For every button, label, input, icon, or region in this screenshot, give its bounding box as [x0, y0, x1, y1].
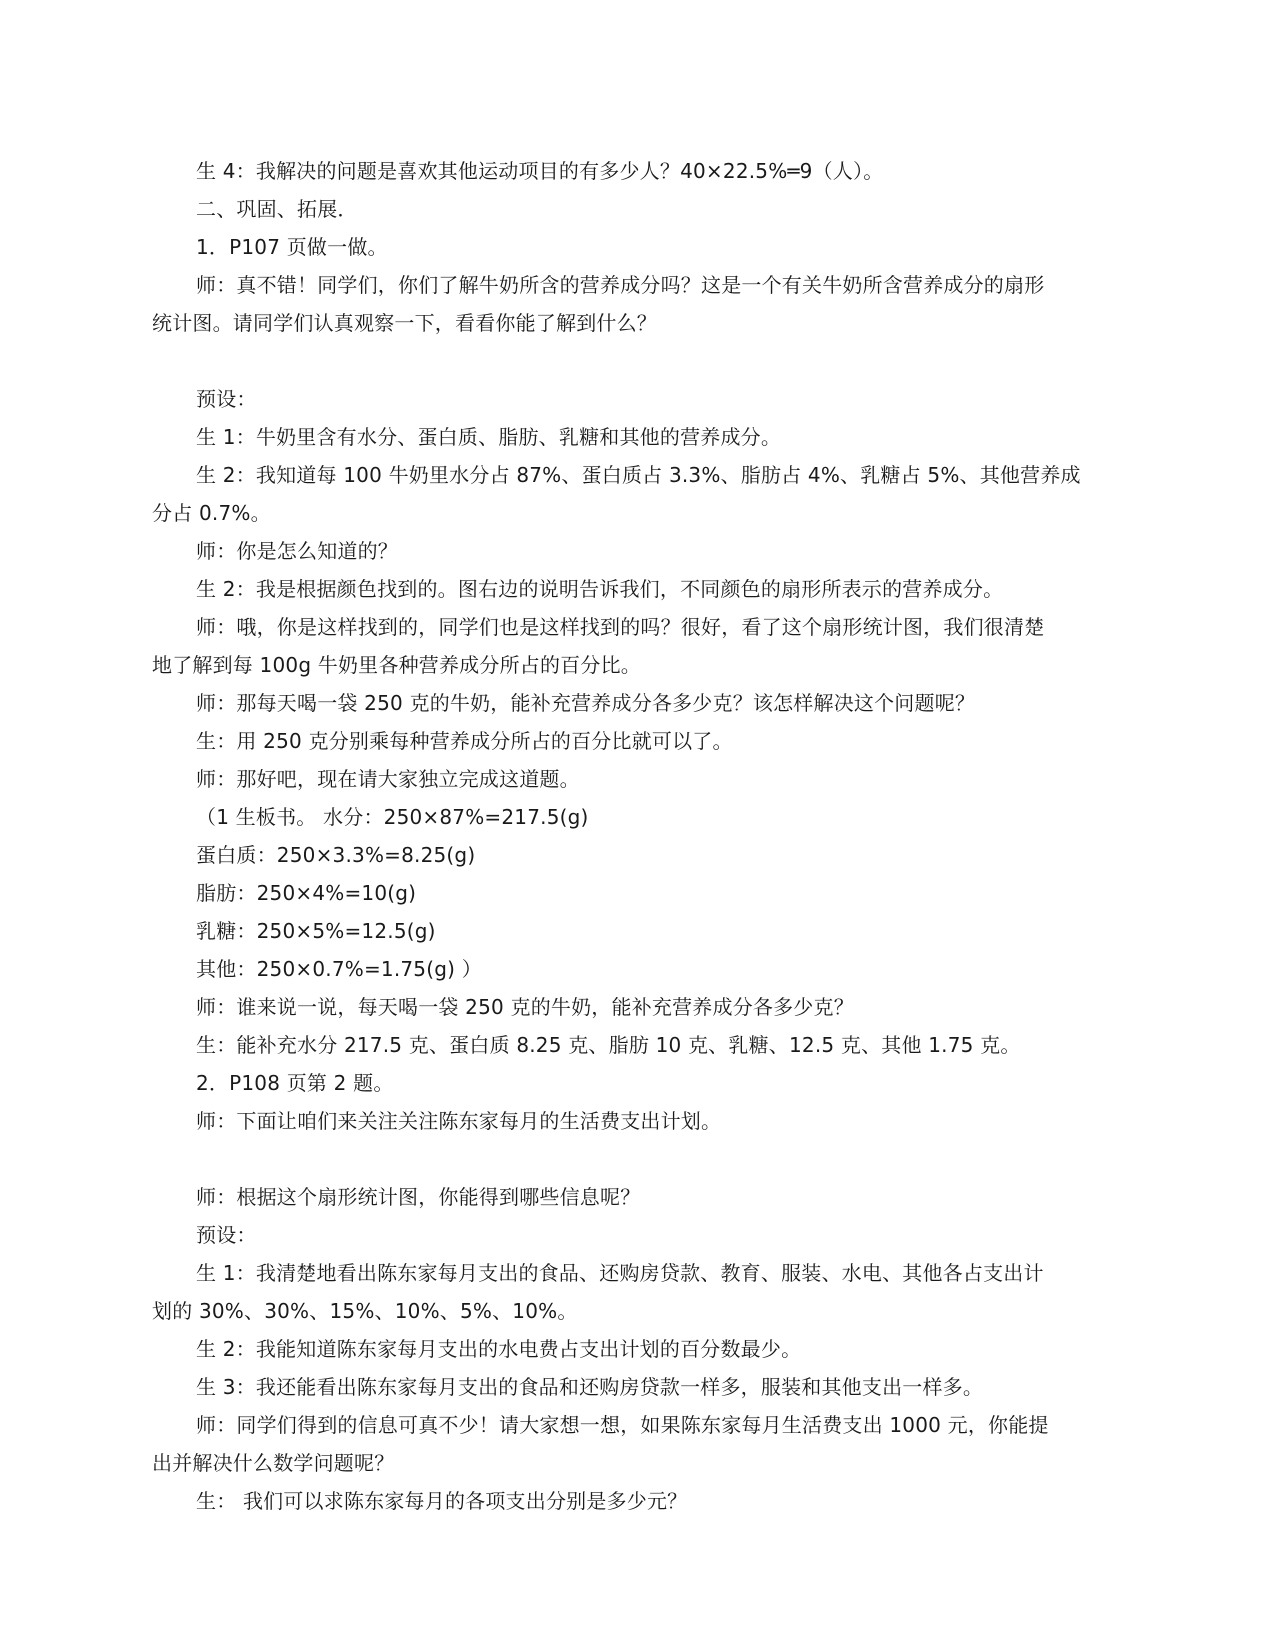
text-line: 师：下面让咱们来关注关注陈东家每月的生活费支出计划。	[196, 1109, 722, 1133]
text-line: 2．P108 页第 2 题。	[196, 1071, 394, 1095]
text-line: 生 4：我解决的问题是喜欢其他运动项目的有多少人？40×22.5%═9（人）。	[196, 159, 884, 183]
text-line: 生 3：我还能看出陈东家每月支出的食品和还购房贷款一样多，服装和其他支出一样多。	[196, 1375, 984, 1399]
text-line: （1 生板书。 水分：250×87%=217.5(g)	[196, 805, 589, 829]
text-line: 生 2：我知道每 100 牛奶里水分占 87%、蛋白质占 3.3%、脂肪占 4%、乳糖占 5%、其他营养成	[196, 463, 1081, 487]
text-line: 师：真不错！同学们，你们了解牛奶所含的营养成分吗？这是一个有关牛奶所含营养成分的扇形	[196, 273, 1045, 297]
text-line: 生：用 250 克分别乘每种营养成分所占的百分比就可以了。	[196, 729, 733, 753]
text-line: 师：那每天喝一袋 250 克的牛奶，能补充营养成分各多少克？该怎样解决这个问题呢？	[196, 691, 976, 715]
text-line: 预设：	[196, 1223, 257, 1247]
text-line: 师：谁来说一说，每天喝一袋 250 克的牛奶，能补充营养成分各多少克？	[196, 995, 854, 1019]
text-line: 出并解决什么数学问题呢？	[152, 1451, 395, 1475]
text-line: 生 2：我能知道陈东家每月支出的水电费占支出计划的百分数最少。	[196, 1337, 802, 1361]
document-body	[152, 152, 1117, 1520]
text-line: 其他：250×0.7%=1.75(g) ）	[196, 957, 482, 981]
text-line: 地了解到每 100g 牛奶里各种营养成分所占的百分比。	[152, 653, 641, 677]
text-line: 师：根据这个扇形统计图，你能得到哪些信息呢？	[196, 1185, 641, 1209]
text-line: 生 1：我清楚地看出陈东家每月支出的食品、还购房贷款、教育、服装、水电、其他各占支出计	[196, 1261, 1044, 1285]
text-line: 分占 0.7%。	[152, 501, 271, 525]
text-line: 生 2：我是根据颜色找到的。图右边的说明告诉我们，不同颜色的扇形所表示的营养成分。	[196, 577, 1004, 601]
text-line: 划的 30%、30%、15%、10%、5%、10%。	[152, 1299, 578, 1323]
text-line: 生： 我们可以求陈东家每月的各项支出分别是多少元？	[196, 1489, 688, 1513]
text-line: 师：同学们得到的信息可真不少！请大家想一想，如果陈东家每月生活费支出 1000 元，你能提	[196, 1413, 1049, 1437]
text-line: 统计图。请同学们认真观察一下，看看你能了解到什么？	[152, 311, 657, 335]
text-line: 预设：	[196, 387, 257, 411]
text-line: 生：能补充水分 217.5 克、蛋白质 8.25 克、脂肪 10 克、乳糖、12.5 克、其他 1.75 克。	[196, 1033, 1021, 1057]
text-line: 师：哦，你是这样找到的，同学们也是这样找到的吗？很好，看了这个扇形统计图，我们很清楚	[196, 615, 1045, 639]
blank-line	[152, 1140, 1117, 1178]
blank-line	[152, 342, 1117, 380]
text-line: 蛋白质：250×3.3%=8.25(g)	[196, 843, 476, 867]
text-line: 1．P107 页做一做。	[196, 235, 388, 259]
text-line: 师：那好吧，现在请大家独立完成这道题。	[196, 767, 580, 791]
text-line: 二、巩固、拓展．	[196, 197, 358, 221]
text-line: 脂肪：250×4%=10(g)	[196, 881, 417, 905]
text-line: 师：你是怎么知道的？	[196, 539, 398, 563]
text-line: 生 1：牛奶里含有水分、蛋白质、脂肪、乳糖和其他的营养成分。	[196, 425, 782, 449]
text-line: 乳糖：250×5%=12.5(g)	[196, 919, 436, 943]
